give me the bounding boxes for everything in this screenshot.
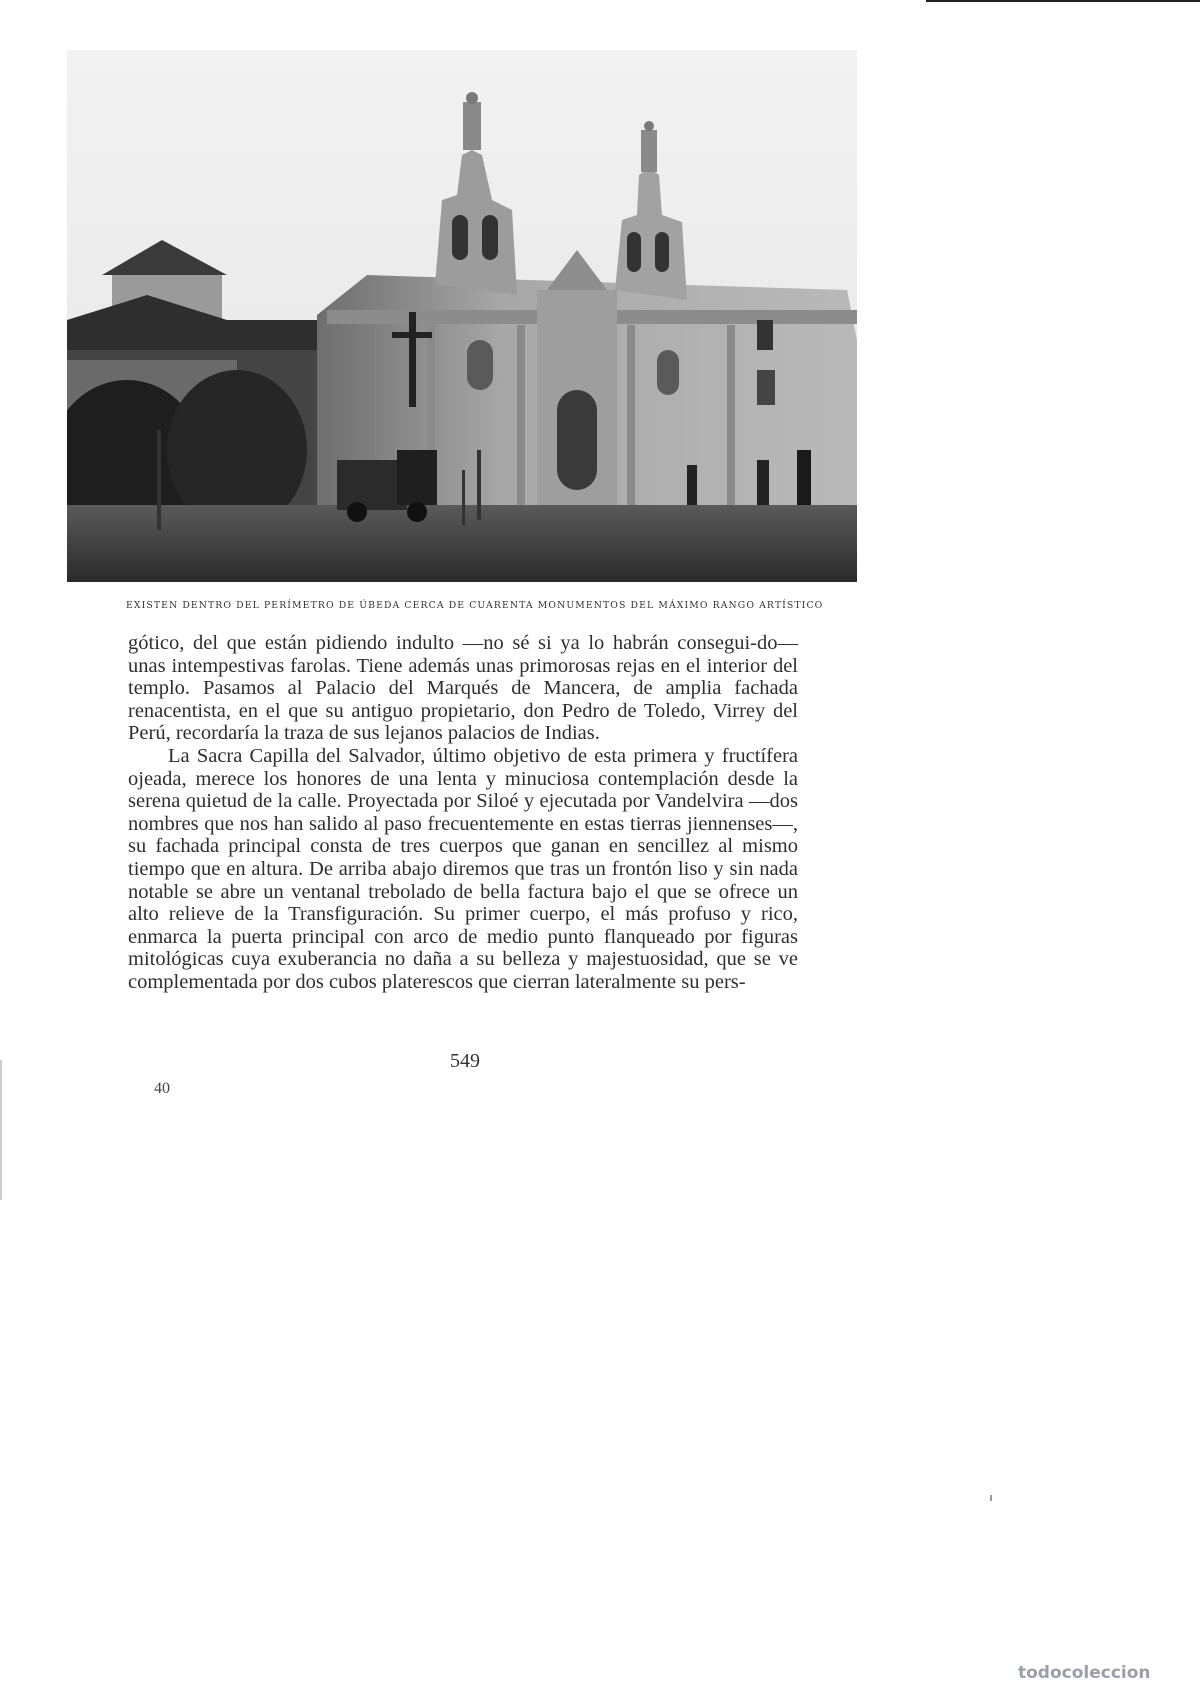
page-number: 549 [450, 1050, 480, 1072]
watermark: todocoleccion [1018, 1663, 1151, 1683]
photo-caption: EXISTEN DENTRO DEL PERÍMETRO DE ÚBEDA CERCA DE CUARENTA MONUMENTOS DEL MÁXIMO RANGO ARTÍSTICO [126, 600, 824, 611]
article-body [128, 632, 798, 994]
scan-speck [990, 1495, 992, 1501]
paragraph-2: La Sacra Capilla del Salvador, último objetivo de esta primera y fructífera ojeada, merece los honores de una lenta y minuciosa contemplación desde la serena quietud de la calle. Proyectada por Siloé y ejecutada por Vandelvira —dos nombres que nos han salido al paso frecuentemente en estas tierras jiennenses—, su fachada principal consta de tres cuerpos que ganan en sencillez al mismo tiempo que en altura. De arriba abajo diremos que tras un frontón liso y sin nada notable se abre un ventanal trebolado de bella factura bajo el que se ofrece un alto relieve de la Transfiguración. Su primer cuerpo, el más profuso y rico, enmarca la puerta principal con arco de medio punto flanqueado por figuras mitológicas cuya exuberancia no daña a su belleza y majestuosidad, que se ve complementada por dos cubos platerescos que cierran lateralmente su pers- [128, 744, 798, 993]
church-photo-illustration [67, 50, 857, 582]
scan-edge-mark [0, 1060, 2, 1200]
paragraph-1: gótico, del que están pidiendo indulto —no sé si ya lo habrán consegui-do— unas intempestivas farolas. Tiene además unas primorosas rejas en el interior del templo. Pasamos al Palacio del Marqués de Mancera, de amplia fachada renacentista, en el que su antiguo propietario, don Pedro de Toledo, Virrey del Perú, recordaría la traza de sus lejanos palacios de Indias. [128, 632, 798, 745]
church-facade-photo [67, 50, 857, 582]
sheet-number: 40 [154, 1080, 170, 1097]
top-rule [926, 0, 1200, 2]
